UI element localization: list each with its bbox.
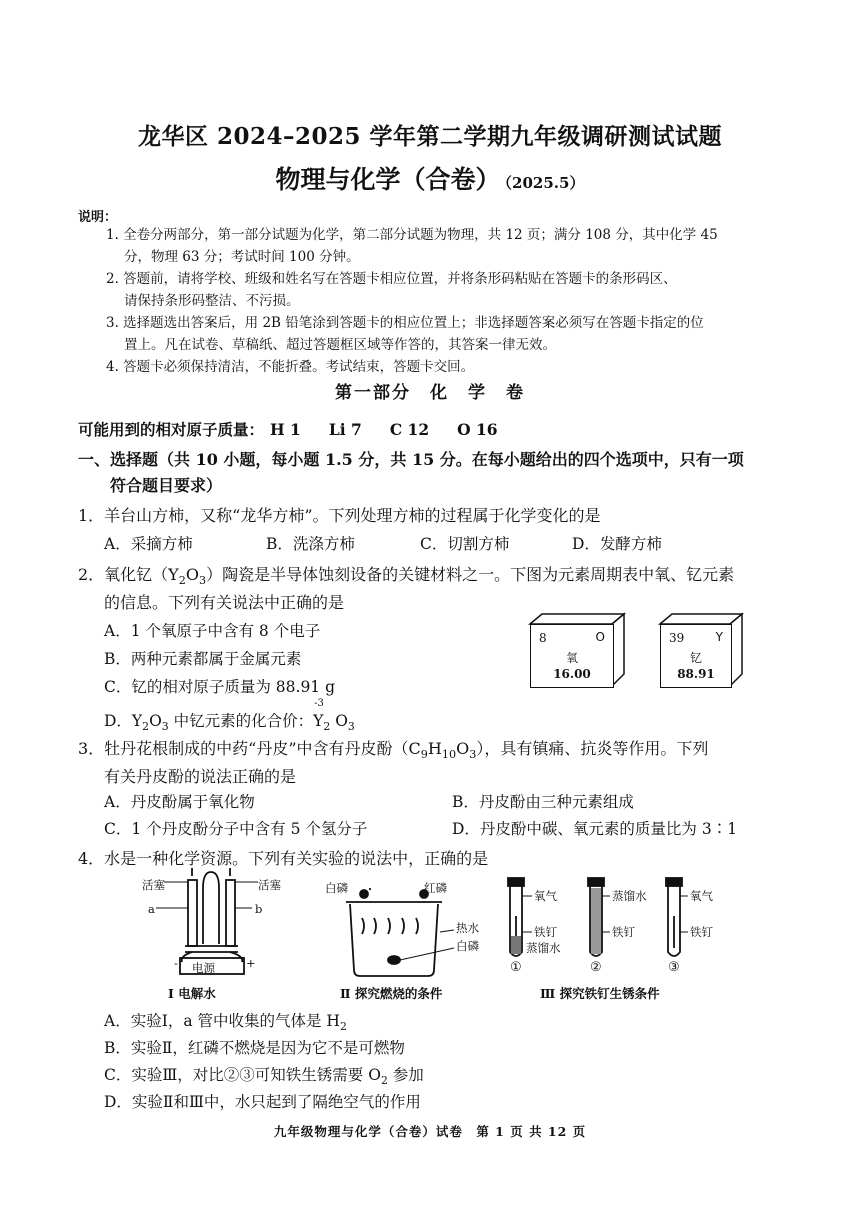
note-line: 2. 答题前，请将学校、班级和姓名写在答题卡相应位置，并将条形码粘贴在答题卡的条形码区、 [106, 271, 677, 287]
valence-mark: -3 [314, 698, 324, 709]
q2-option-b: B．两种元素都属于金属元素 [104, 650, 302, 668]
question-2-stem-cont: 的信息。下列有关说法中正确的是 [104, 593, 345, 612]
q1-option-b: B．洗涤方柿 [266, 535, 355, 553]
atomic-mass-line [78, 418, 526, 440]
formula-o: O [330, 712, 348, 730]
fig3-label-water-1: 蒸馏水 [526, 941, 561, 955]
atomic-mass: 16.00 [553, 667, 591, 681]
q3-sub: 3 [469, 748, 477, 762]
exam-subtitle [0, 160, 860, 196]
note-line: 置上。凡在试卷、草稿纸、超过答题框区域等作答的，其答案一律无效。 [124, 337, 556, 353]
question-3-stem-cont: 有关丹皮酚的说法正确的是 [104, 767, 297, 786]
fig3-caption: Ⅲ 探究铁钉生锈条件 [540, 986, 660, 1001]
question-1-stem: 1．羊台山方柿，又称“龙华方柿”。下列处理方柿的过程属于化学变化的是 [78, 506, 601, 525]
fig1-label-minus: - [174, 956, 178, 970]
q3-text: ），具有镇痛、抗炎等作用。下列 [476, 739, 709, 758]
q2d-sub: 3 [161, 720, 169, 734]
q2-text: ）陶瓷是半导体蚀刻设备的关键材料之一。下图为元素周期表中氧、钇元素 [206, 565, 735, 584]
q4a-sub: 2 [339, 1020, 347, 1034]
atomic-mass-item: Li 7 [328, 420, 362, 439]
q1-option-a: A．采摘方柿 [104, 535, 193, 553]
q1-option-c: C．切割方柿 [420, 535, 510, 553]
q2-option-d [104, 698, 355, 734]
note-line: 分，物理 63 分；考试时间 100 分钟。 [124, 249, 360, 265]
fig3-label-oxygen-1: 氧气 [534, 889, 557, 903]
q4-option-a [104, 1009, 347, 1033]
atomic-mass: 88.91 [677, 667, 715, 681]
fig3-label-nail-1: 铁钉 [534, 925, 557, 939]
formula-sub: 3 [347, 720, 355, 734]
q4-option-d: D．实验Ⅱ和Ⅲ中，水只起到了隔绝空气的作用 [104, 1093, 421, 1111]
q3-option-c: C．1 个丹皮酚分子中含有 5 个氢分子 [104, 820, 368, 838]
q3-sub: 9 [420, 748, 428, 762]
q2d-text: 中钇元素的化合价： [168, 712, 314, 730]
q2-option-c: C．钇的相对原子质量为 88.91 g [104, 678, 336, 696]
q2d-sub: 2 [142, 720, 150, 734]
q2d-text: O [149, 712, 162, 730]
exam-date: （2025.5） [504, 174, 585, 192]
q3-option-a: A．丹皮酚属于氧化物 [104, 793, 255, 811]
element-name: 钇 [689, 651, 702, 665]
q2-option-a: A．1 个氧原子中含有 8 个电子 [104, 622, 321, 640]
valence-formula [313, 698, 355, 734]
note-line: 3. 选择题选出答案后，用 2B 铅笔涂到答题卡的相应位置上；非选择题答案必须写在答题卡指定的位 [106, 315, 704, 331]
q3-text: O [456, 739, 470, 758]
fig1-label-plus: + [246, 956, 256, 970]
q3-sub: 10 [441, 748, 457, 762]
note-line: 请保持条形码整洁、不污损。 [124, 293, 300, 309]
element-card-oxygen [530, 624, 614, 688]
formula-y: Y [313, 712, 324, 730]
q2-text: O [185, 565, 199, 584]
q4c-text: 参加 [387, 1066, 424, 1084]
q2-text: 2．氧化钇（Y [78, 565, 179, 584]
q2-sub: 2 [178, 574, 186, 588]
notes-label: 说明： [78, 210, 118, 225]
question-3-stem [78, 736, 708, 761]
fig1-caption: Ⅰ 电解水 [168, 986, 216, 1001]
fig1-label-stopcock-left: 活塞 [142, 878, 165, 892]
combustion-apparatus [340, 882, 460, 982]
fig3-tube-3: ③ [668, 960, 680, 975]
question-4-stem: 4．水是一种化学资源。下列有关实验的说法中，正确的是 [78, 849, 489, 868]
subtitle-text: 物理与化学（合卷） [275, 165, 501, 194]
fig3-label-water-2: 蒸馏水 [612, 889, 647, 903]
element-name: 氧 [565, 651, 578, 665]
q2d-text: D．Y [104, 712, 143, 730]
q2-sub: 3 [199, 574, 207, 588]
fig2-label-white-phosphorus-bottom: 白磷 [456, 939, 479, 953]
page-footer: 九年级物理与化学（合卷）试卷 第 1 页 共 12 页 [273, 1124, 587, 1139]
q4-option-b: B．实验Ⅱ，红磷不燃烧是因为它不是可燃物 [104, 1039, 405, 1057]
q4a-text: A．实验Ⅰ，a 管中收集的气体是 H [104, 1012, 340, 1030]
fig2-label-red-phosphorus: 红磷 [424, 881, 447, 895]
atomic-number: 8 [539, 631, 547, 645]
part-heading-cont: 符合题目要求） [110, 476, 223, 495]
section-title: 第一部分 化 学 卷 [335, 383, 525, 403]
fig1-label-a: a [148, 902, 155, 916]
fig3-tube-2: ② [590, 960, 602, 975]
note-line: 4. 答题卡必须保持清洁，不能折叠。考试结束，答题卡交回。 [106, 359, 475, 375]
q4c-text: C．实验Ⅲ，对比②③可知铁生锈需要 O [104, 1066, 381, 1084]
question-2-stem [78, 562, 734, 587]
fig2-label-white-phosphorus-top: 白磷 [325, 881, 348, 895]
q4c-sub: 2 [380, 1074, 388, 1088]
q4-option-c [104, 1063, 424, 1087]
atomic-mass-item: C 12 [389, 420, 430, 439]
q3-text: H [427, 739, 442, 758]
element-card-yttrium [660, 624, 732, 688]
q3-option-b: B．丹皮酚由三种元素组成 [452, 793, 634, 811]
fig2-label-hot-water: 热水 [456, 921, 479, 935]
element-symbol: Y [715, 630, 723, 644]
fig1-label-stopcock-right: 活塞 [258, 878, 281, 892]
exam-title: 龙华区 2024–2025 学年第二学期九年级调研测试试题 [137, 123, 723, 150]
q3-text: 3．牡丹花根制成的中药“丹皮”中含有丹皮酚（C [78, 739, 421, 758]
fig3-label-nail-2: 铁钉 [612, 925, 635, 939]
fig1-label-b: b [255, 902, 263, 916]
atomic-mass-item: O 16 [457, 420, 498, 439]
note-line: 1. 全卷分两部分，第一部分试题为化学，第二部分试题为物理，共 12 页；满分 108 分，其中化学 45 [106, 227, 718, 243]
q1-option-d: D．发酵方柿 [572, 535, 662, 553]
fig3-tube-1: ① [510, 960, 522, 975]
part-heading: 一、选择题（共 10 小题，每小题 1.5 分，共 15 分。在每小题给出的四个选项中，只有一项 [78, 450, 744, 469]
q3-option-d: D．丹皮酚中碳、氧元素的质量比为 3∶1 [452, 820, 738, 838]
fig3-label-nail-3: 铁钉 [690, 925, 713, 939]
formula-sub: 2 [323, 720, 331, 734]
atomic-mass-item: H 1 [270, 420, 301, 439]
fig2-caption: Ⅱ 探究燃烧的条件 [340, 986, 443, 1001]
atomic-number: 39 [669, 631, 685, 645]
atomic-mass-label: 可能用到的相对原子质量： [78, 420, 265, 439]
fig1-label-power: 电源 [192, 961, 215, 975]
fig3-label-oxygen-3: 氧气 [690, 889, 713, 903]
element-symbol: O [595, 630, 605, 644]
